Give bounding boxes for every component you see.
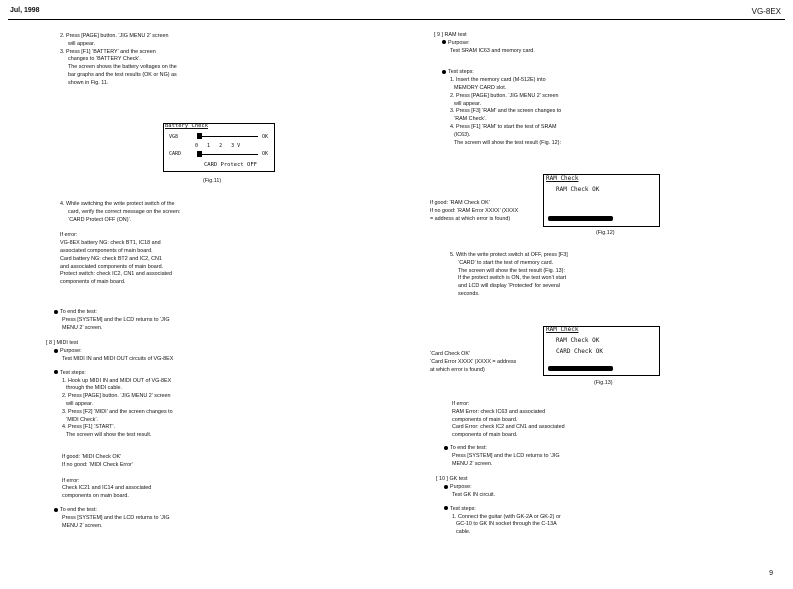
- step5: [450, 252, 590, 299]
- text-line: If good: ‘MIDI Check OK’: [62, 453, 122, 460]
- text-line: 3. Press [F1] ‘BATTERY’ and the screen: [60, 48, 156, 55]
- fig13-lcd: [543, 326, 660, 376]
- fig12-caption: (Fig.12): [596, 230, 615, 236]
- text-line: Test GK IN circuit.: [452, 491, 496, 498]
- fig11-scale: 0 1 2 3 V: [195, 143, 241, 149]
- text-line: ‘CARD Protect OFF (ON)’.: [68, 216, 132, 223]
- text-line: MENU 2’ screen.: [452, 460, 493, 467]
- fig11-bar2-fill: [197, 151, 202, 157]
- fig11-row2-status: OK: [262, 151, 269, 157]
- bullet-icon: [54, 349, 58, 353]
- bullet-label: Test steps:: [450, 505, 476, 512]
- text-line: The screen shows the battery voltages on the: [68, 64, 177, 71]
- fig11-title: Battery Check: [165, 123, 209, 129]
- text-line: 4. Press [F1] ‘RAM’ to start the test of SRAM: [450, 123, 557, 130]
- text-line: will appear.: [66, 400, 93, 407]
- left-column: [60, 33, 202, 88]
- text-line: [444, 506, 594, 514]
- steps-a: [60, 33, 202, 88]
- text-line: [54, 370, 204, 378]
- text-line: components of main board.: [452, 416, 518, 423]
- text-line: bar graphs and the test results (OK or NG) as: [68, 71, 177, 78]
- bullet-icon: [442, 40, 446, 44]
- text-line: (IC63).: [454, 131, 471, 138]
- text-line: = address at which error is found): [430, 215, 511, 222]
- left-column-b: [60, 201, 202, 287]
- fig12-line: RAM Check OK: [556, 186, 600, 193]
- fig11-bar2: [197, 154, 258, 155]
- fig13-title: RAM Check: [546, 326, 579, 333]
- text-line: If good: ‘RAM Check OK’: [430, 200, 490, 206]
- bullet-label: Purpose:: [450, 484, 472, 491]
- fig11-bar1-fill: [197, 133, 202, 139]
- text-line: through the MIDI cable.: [66, 385, 123, 392]
- text-line: If no good: ‘MIDI Check Error’: [62, 461, 134, 468]
- text-line: GC-10 to GK IN socket through the C-13A: [456, 521, 557, 528]
- text-line: ‘Card Error XXXX’ (XXXX = address: [430, 358, 517, 365]
- text-line: The screen will show the test result (Fig. 12):: [454, 139, 561, 146]
- text-line: ‘RAM Check’.: [454, 116, 487, 123]
- text-line: components on main board.: [62, 493, 129, 500]
- text-line: [444, 484, 594, 492]
- text-line: The screen will show the test result.: [66, 432, 152, 439]
- bullet-label: To end the test:: [450, 444, 487, 451]
- bullet-icon: [444, 446, 448, 450]
- text-line: Check IC21 and IC14 and associated: [62, 485, 152, 492]
- fig13-caption: (Fig.13): [594, 380, 613, 386]
- text-line: at which error is found): [430, 366, 485, 373]
- bullet-icon: [54, 370, 58, 374]
- text-line: cable.: [456, 529, 471, 536]
- right-column-b: [436, 401, 594, 537]
- text-line: changes to ‘BATTERY Check’.: [68, 56, 141, 63]
- text-line: MENU 2’ screen.: [62, 324, 103, 331]
- header-rule: [8, 19, 785, 20]
- text-line: Press [SYSTEM] and the LCD returns to ‘JIG: [62, 514, 170, 521]
- header-model: VG-8EX: [751, 7, 781, 16]
- bullet-icon: [444, 485, 448, 489]
- text-line: [444, 445, 594, 453]
- fig12-softkey-bar: [548, 216, 613, 221]
- bullet-label: To end the test:: [60, 309, 97, 315]
- section-title: [ 10 ] GK test: [436, 476, 468, 483]
- text-line: [54, 507, 204, 515]
- text-line: [54, 309, 204, 317]
- card-result: [430, 351, 542, 374]
- text-line: components of main board.: [60, 279, 126, 286]
- text-line: seconds.: [458, 290, 480, 297]
- text-line: 2. Press [PAGE] button. ‘JIG MENU 2’ screen: [450, 92, 559, 99]
- text-line: 3. Press [F3] ‘RAM’ and the screen changes to: [450, 108, 562, 115]
- fig13-softkey-bar: [548, 366, 613, 371]
- bullet-icon: [444, 506, 448, 510]
- text-line: and associated components of main board.: [60, 263, 164, 270]
- fig11-caption: (Fig.11): [203, 178, 222, 184]
- text-line: 2. Press [PAGE] button. ‘JIG MENU 2’ screen: [62, 393, 171, 400]
- text-line: If error:: [62, 477, 80, 484]
- fig11-bar1: [197, 136, 258, 137]
- text-line: card, verify the correct message on the screen:: [68, 208, 181, 215]
- text-line: Test MIDI IN and MIDI OUT circuits of VG-8EX: [62, 355, 174, 362]
- text-line: If error:: [452, 401, 470, 407]
- text-line: 4. While switching the write protect switch of the: [60, 201, 175, 207]
- text-line: will appear.: [68, 40, 95, 47]
- header-date: Jul, 1998: [10, 7, 40, 14]
- section-title: [ 8 ] MIDI test: [46, 340, 79, 347]
- text-line: ‘MIDI Check’.: [66, 416, 99, 423]
- text-line: ‘CARD’ to start the test of memory card.: [458, 259, 554, 266]
- text-line: If the protect switch is ON, the test won’t start: [458, 275, 567, 282]
- text-line: 4. Press [F1] ‘START’.: [62, 424, 116, 431]
- text-line: Press [SYSTEM] and the LCD returns to ‘JIG: [452, 452, 560, 459]
- text-line: components of main board.: [452, 432, 518, 439]
- text-line: MEMORY CARD slot.: [454, 84, 507, 91]
- bullet-label: Test steps:: [60, 369, 86, 376]
- text-line: [54, 348, 204, 356]
- text-line: 1. Insert the memory card (M-512E) into: [450, 77, 546, 84]
- bullet-label: Purpose:: [60, 348, 82, 355]
- text-line: shown in Fig. 11.: [68, 79, 109, 86]
- text-line: associated components of main board.: [60, 247, 153, 254]
- text-line: [442, 40, 594, 48]
- bullet-label: Purpose:: [448, 39, 470, 46]
- text-line: Protect switch: check IC2, CN1 and associated: [60, 271, 173, 278]
- fig11-row1-label: VG8: [169, 134, 179, 140]
- bullet-icon: [442, 70, 446, 74]
- left-column-c: [46, 309, 204, 530]
- text-line: 1. Hook up MIDI IN and MIDI OUT of VG-8EX: [62, 377, 172, 384]
- fig13-line2: CARD Check OK: [556, 348, 603, 355]
- text-line: If no good: ‘RAM Error XXXX’ (XXXX: [430, 207, 519, 214]
- right-column: [434, 32, 594, 147]
- text-line: 1. Connect the guitar (with GK-2A or GK-2) or: [452, 513, 561, 520]
- fig12-lcd: [543, 174, 660, 227]
- text-line: The screen will show the test result (Fig. 13):: [458, 267, 565, 274]
- fig12-title: RAM Check: [546, 175, 579, 182]
- text-line: Test SRAM IC63 and memory card.: [450, 47, 535, 54]
- text-line: and LCD will display ‘Protected’ for several: [458, 283, 560, 290]
- text-line: Card Error: check IC2 and CN1 and associated: [452, 424, 565, 431]
- fig11-footer: CARD Protect OFF: [204, 162, 257, 168]
- text-line: Press [SYSTEM] and the LCD returns to ‘JIG: [62, 316, 170, 323]
- fig13-line1: RAM Check OK: [556, 337, 600, 344]
- bullet-icon: [54, 508, 58, 512]
- text-line: Card battery NG: check BT2 and IC2, CN1: [60, 255, 162, 262]
- text-line: 3. Press [F2] ‘MIDI’ and the screen changes to: [62, 408, 173, 415]
- text-line: 5. With the write protect switch at OFF, press [F3]: [450, 252, 568, 258]
- text-line: RAM Error: check IC63 and associated: [452, 408, 546, 415]
- fig11-lcd: [163, 123, 275, 172]
- fig11-row1-status: OK: [262, 134, 269, 140]
- section-title: [ 9 ] RAM test: [434, 32, 467, 38]
- text-line: 2. Press [PAGE] button. ‘JIG MENU 2’ screen: [60, 33, 169, 39]
- bullet-label: To end the test:: [60, 506, 97, 513]
- text-line: ‘Card Check OK’: [430, 351, 471, 357]
- text-line: will appear.: [454, 100, 481, 107]
- text-line: MENU 2’ screen.: [62, 522, 103, 529]
- bullet-icon: [54, 310, 58, 314]
- text-line: [442, 69, 594, 77]
- text-line: If error:: [60, 232, 78, 239]
- ram-result: [430, 200, 542, 223]
- page-number: 9: [769, 570, 773, 577]
- fig11-row2-label: CARD: [169, 151, 182, 157]
- text-line: VG-8EX battery NG: check BT1, IC18 and: [60, 240, 161, 247]
- bullet-label: Test steps:: [448, 69, 474, 76]
